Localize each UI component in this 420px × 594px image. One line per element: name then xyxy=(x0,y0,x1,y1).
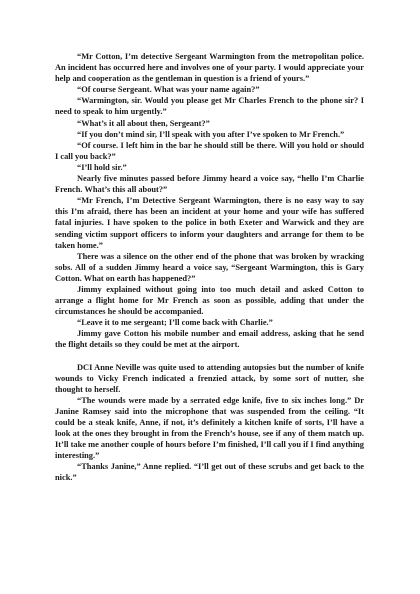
paragraph: “I’ll hold sir.” xyxy=(77,162,127,172)
paragraph: Jimmy explained without going into too much detail and asked Cotton to arrange a flight home for Mr French as soon as possible, adding that under the circumstances he should be accompanied. xyxy=(55,284,364,317)
paragraph: “Warmington, sir. Would you please get Mr Charles French to the phone sir? I need to speak to him urgently.” xyxy=(55,96,364,117)
paragraph: There was a silence on the other end of the phone that was broken by wracking sobs. All of a sudden Jimmy heard a voice say, “Sergeant Warmington, this is Gary Cotton. What on earth has happened?” xyxy=(55,251,364,283)
paragraph: “Mr French, I’m Detective Sergeant Warmington, there is no easy way to say this I’m afraid, there has been an incident at your home and your wife has suffered fatal injuries. I have spoken to the police in both Exeter and Warwick and they are sending victim support officers to inform your daughters and arrange for them to be taken home.” xyxy=(55,196,364,250)
paragraph: “Of course Sergeant. What was your name again?” xyxy=(77,85,260,95)
paragraph: “Leave it to me sergeant; I’ll come back with Charlie.” xyxy=(77,318,273,328)
paragraph: “If you don’t mind sir, I’ll speak with you after I’ve spoken to Mr French.” xyxy=(77,129,345,139)
paragraph: DCI Anne Neville was quite used to attending autopsies but the number of knife wounds to Vicky French indicated a frenzied attack, by some sort of nutter, she thought to herself. xyxy=(55,362,364,394)
paragraph: “What’s it all about then, Sergeant?” xyxy=(77,118,210,128)
body-text xyxy=(55,51,364,484)
paragraph: “Mr Cotton, I’m detective Sergeant Warmington from the metropolitan police. An incident has occurred here and involves one of your party. I would appreciate your help and cooperation as the gentleman in question is a friend of yours.” xyxy=(55,52,364,84)
paragraph: “Of course. I left him in the bar he should still be there. Will you hold or should I call you back?” xyxy=(55,140,364,161)
paragraph: Jimmy gave Cotton his mobile number and email address, asking that he send the flight details so they could be met at the airport. xyxy=(55,329,364,350)
paragraph: “The wounds were made by a serrated edge knife, five to six inches long.” Dr Janine Ramsey said into the microphone that was suspended from the ceiling. “It could be a steak knife, Anne, if not, it’s definitely a kitchen knife of sorts, I’ll have a look at the ones they brought in from the French’s house, see if any of them match up. It’ll take me another couple of hours before I’m finished, I’ll call you if I find anything interesting.” xyxy=(55,395,364,461)
paragraph: Nearly five minutes passed before Jimmy heard a voice say, “hello I’m Charlie French. What’s this all about?” xyxy=(55,174,364,195)
paragraph: “Thanks Janine,” Anne replied. “I’ll get out of these scrubs and get back to the nick.” xyxy=(55,462,364,483)
